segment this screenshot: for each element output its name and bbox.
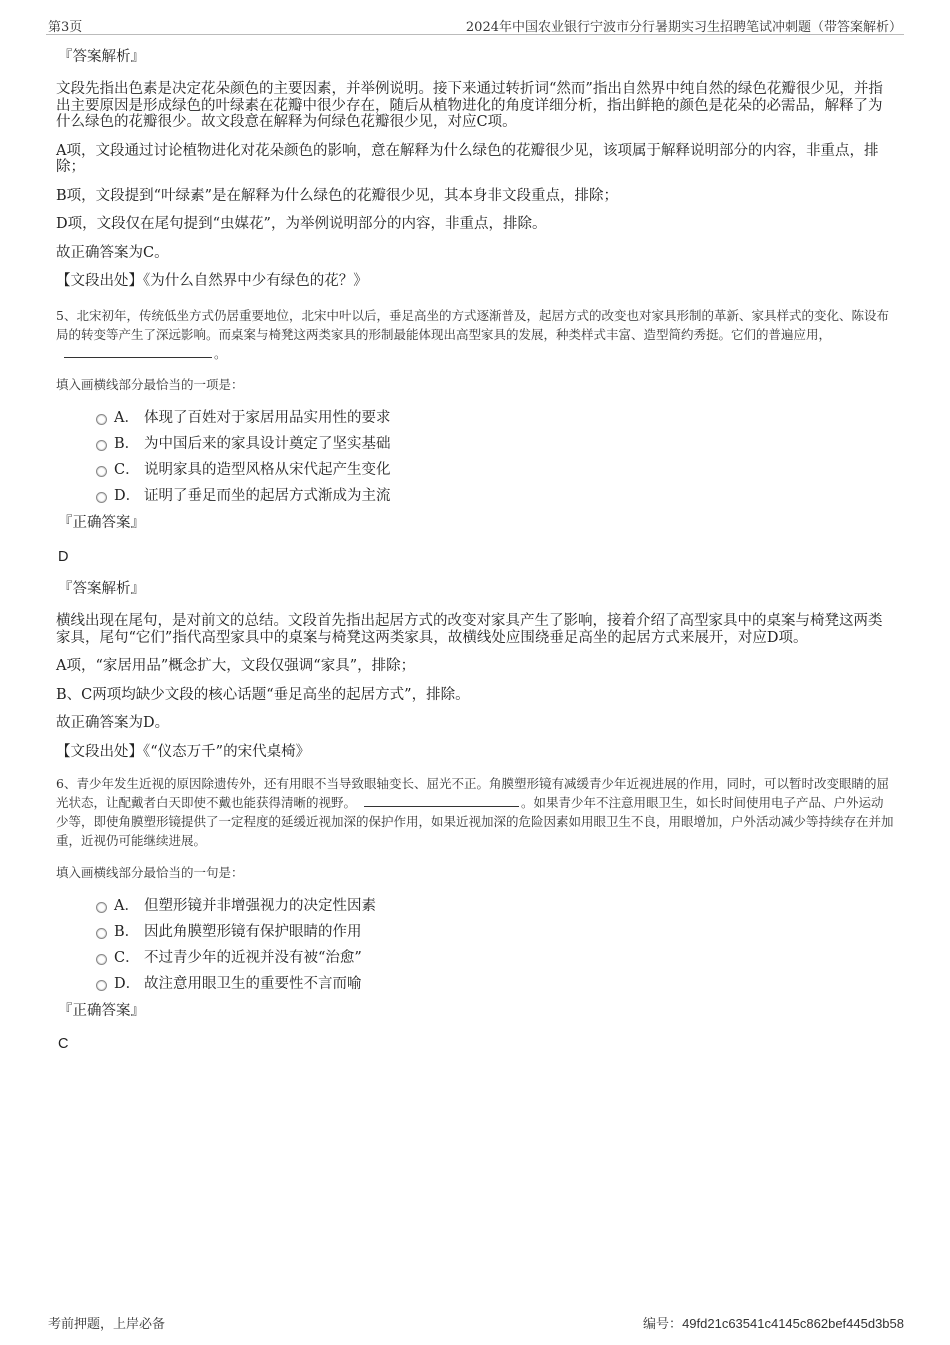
- option-c[interactable]: [96, 948, 894, 974]
- option-text: 不过青少年的近视并没有被“治愈”: [144, 949, 362, 966]
- passage-source: 【文段出处】《为什么自然界中少有绿色的花？》: [56, 273, 368, 289]
- analysis-text: 横线出现在尾句，是对前文的总结。文段首先指出起居方式的改变对家具产生了影响，接着介绍了高型家具中的桌案与椅凳这两类家具，尾句“它们”指代高型家具中的桌案与椅凳这两类家具，故横线处应围绕垂足高坐的起居方式来展开，对应D项。: [56, 613, 883, 646]
- option-b[interactable]: [96, 434, 894, 460]
- code-value: 49fd21c63541c4145c862bef445d3b58: [682, 1316, 904, 1331]
- radio-button[interactable]: [96, 954, 107, 965]
- analysis-conclusion: 故正确答案为D。: [56, 715, 170, 731]
- option-text: 因此角膜塑形镜有保护眼睛的作用: [144, 923, 362, 940]
- option-letter: D．: [114, 975, 141, 992]
- question-stem: [56, 774, 894, 850]
- correct-answer-label: 『正确答案』: [58, 515, 145, 531]
- option-a[interactable]: [96, 408, 894, 434]
- fill-blank-line: [364, 795, 519, 807]
- analysis-text: 文段先指出色素是决定花朵颜色的主要因素，并举例说明。接下来通过转折词“然而”指出自然界中纯自然的绿色花瓣很少见，并指出主要原因是形成绿色的叶绿素在花瓣中很少存在，随后从植物进化的角度详细分析，指出鲜艳的颜色是花朵的必需品，解释了为什么绿色的花瓣很少。故文段意在解释为何绿色花瓣很少见，对应C项。: [56, 81, 883, 130]
- option-text: 体现了百姓对于家居用品实用性的要求: [144, 410, 391, 426]
- option-list: [96, 896, 894, 1000]
- question-instruction: 填入画横线部分最恰当的一项是：: [56, 377, 244, 392]
- option-c[interactable]: [96, 460, 894, 486]
- option-letter: B．: [114, 923, 140, 940]
- option-a[interactable]: [96, 896, 894, 922]
- analysis-point-a: A项，“家居用品”概念扩大，文段仅强调“家具”，排除；: [56, 658, 416, 674]
- radio-button[interactable]: [96, 466, 107, 477]
- page-number: 第3页: [48, 20, 83, 35]
- option-letter: D．: [114, 488, 141, 504]
- option-text: 故注意用眼卫生的重要性不言而喻: [144, 975, 362, 992]
- option-text: 证明了垂足而坐的起居方式渐成为主流: [144, 488, 391, 504]
- question-instruction: 填入画横线部分最恰当的一句是：: [56, 864, 244, 880]
- question-5: [56, 306, 894, 761]
- correct-answer-label: 『正确答案』: [58, 1002, 145, 1019]
- option-b[interactable]: [96, 922, 894, 948]
- question-stem-end: 。: [214, 345, 227, 361]
- option-d[interactable]: [96, 486, 894, 512]
- option-letter: A．: [114, 897, 139, 914]
- option-letter: B．: [114, 436, 140, 452]
- page-header: [46, 14, 904, 35]
- analysis-label: 『答案解析』: [58, 49, 145, 65]
- analysis-point-a: A项，文段通过讨论植物进化对花朵颜色的影响，意在解释为什么绿色的花瓣很少见，该项属于解释说明部分的内容，非重点，排除；: [56, 142, 879, 175]
- radio-button[interactable]: [96, 980, 107, 991]
- analysis-point-d: D项，文段仅在尾句提到“虫媒花”，为举例说明部分的内容，非重点，排除。: [56, 216, 547, 232]
- radio-button[interactable]: [96, 492, 107, 503]
- fill-blank-line: [64, 346, 212, 358]
- radio-button[interactable]: [96, 902, 107, 913]
- page-footer: [46, 1313, 904, 1333]
- option-text: 为中国后来的家具设计奠定了坚实基础: [144, 436, 391, 452]
- passage-source: 【文段出处】《“仪态万千”的宋代桌椅》: [56, 743, 311, 760]
- question-stem-text: 6、青少年发生近视的原因除遗传外，还有用眼不当导致眼轴变长、屈光不正。角膜塑形镜有减缓青少年近视进展的作用，同时，可以暂时改变眼睛的屈光状态，让配戴者白天即使不戴也能获得清晰的视野。: [56, 776, 889, 810]
- correct-answer-value: D: [58, 548, 69, 565]
- answer-analysis-block-q4: [56, 48, 894, 290]
- question-stem-text: 5、北宋初年，传统低坐方式仍居重要地位，北宋中叶以后，垂足高坐的方式逐渐普及，起居方式的改变也对家具形制的革新、家具样式的变化、陈设布局的转变等产生了深远影响。而桌案与椅凳这两类家具的形制最能体现出高型家具的发展，种类样式丰富、造型简约秀挺。它们的普遍应用，: [56, 307, 889, 342]
- document-code: [643, 1313, 904, 1332]
- radio-button[interactable]: [96, 440, 107, 451]
- option-list: [96, 408, 894, 512]
- footer-slogan: 考前押题，上岸必备: [48, 1317, 166, 1332]
- question-stem-end: 。如果青少年不注意用眼卫生，如长时间使用电子产品、户外运动少等，即使角膜塑形镜提供了一定程度的延缓近视加深的保护作用，如果近视加深的危险因素如用眼卫生不良，用眼增加，户外活动减少等持续存在并加重，近视仍可能继续进展。: [56, 795, 894, 848]
- analysis-point-bc: B、C两项均缺少文段的核心话题“垂足高坐的起居方式”，排除。: [56, 686, 470, 703]
- correct-answer-value: C: [58, 1036, 69, 1052]
- question-6: [56, 774, 894, 1053]
- analysis-point-b: B项，文段提到“叶绿素”是在解释为什么绿色的花瓣很少见，其本身非文段重点，排除；: [56, 187, 618, 204]
- code-label: 编号：: [643, 1317, 683, 1332]
- option-text: 但塑形镜并非增强视力的决定性因素: [144, 897, 376, 914]
- option-d[interactable]: [96, 974, 894, 1000]
- radio-button[interactable]: [96, 414, 107, 425]
- option-letter: A．: [114, 410, 139, 426]
- analysis-conclusion: 故正确答案为C。: [56, 244, 169, 261]
- option-text: 说明家具的造型风格从宋代起产生变化: [144, 462, 391, 478]
- radio-button[interactable]: [96, 928, 107, 939]
- analysis-label: 『答案解析』: [58, 581, 145, 597]
- document-title: 2024年中国农业银行宁波市分行暑期实习生招聘笔试冲刺题（带答案解析）: [465, 20, 902, 35]
- option-letter: C．: [114, 462, 140, 478]
- page-content: [56, 48, 894, 1068]
- question-stem: [56, 306, 894, 363]
- option-letter: C．: [114, 949, 140, 966]
